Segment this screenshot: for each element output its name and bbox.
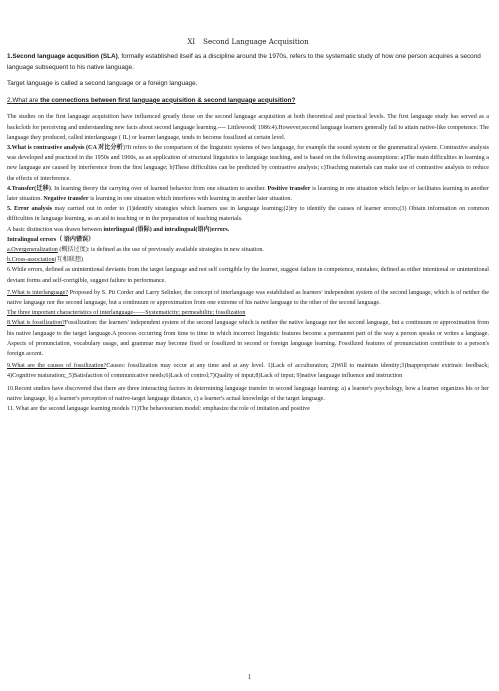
paragraph-7: 7.What is interlanguage? Proposed by S. Pit Corder and Larry Selinker, the concept of interlanguage was established as learners' independent system of the second language, which is of neither the native language nor the second language, but a continuum or approximation from one extreme of his native language to the other of the second language. (7, 289, 489, 307)
page-title (7, 38, 489, 46)
overgeneralization-item: a.Overgeneralization (概括过度): is defined as the use of previously available strategies in new situation. (7, 247, 264, 254)
paragraph-3: 3.What is contrastive analysis (CA 对比分析)?It refers to the comparison of the linguistic systems of two language, for example the sound system or the grammatical system. Contrastive analysis was developed and practiced in the 1950s and 1960s, as an application of structural linguistics to language teaching, and is based on the following assumptions: a)The main difficulties in learning a new language are caused by interference from the first language; b)These difficulties can be predicted by contrastive analysis; c)Teaching materials can make use of contrastive analysis to reduce the effects of interference. (7, 144, 490, 182)
paragraph-5: 5. Error analysis may carried out in order to (1)identify strategies which learners use in language learning;(2)try to identify the causes of learner errors;(3) Obtain information on common difficulties in language learning, as an aid to teaching or in the preparation of teaching materials. (7, 206, 489, 223)
paragraph-6: 6.While errors, defined as unintentional deviants from the target language and not self corrigible by the learner, suggest failure in competence, mistakes, defined as either intentional or unintentional deviant forms and self-corrigible, suggest failure in performance. (7, 267, 489, 284)
paragraph-5b: A basic distinction was drawn between interlingual (语际) and intralingual(语内)errors. (7, 226, 230, 233)
document-page (7, 38, 489, 414)
paragraph-1: 1.Second language acqusition (SLA), formally established itself as a discipline around the 1970s, refers to the systematic study of how one person acquires a second language subsequent to his native language. (7, 53, 481, 71)
page-number: 1 (247, 673, 252, 681)
paragraph-2-question: 2.What are the connections between first language acquisition & second language acquisition? (7, 96, 296, 104)
paragraph-1b: Target language is called a second language or a foreign language. (7, 80, 198, 88)
paragraph-9: 9.What are the causes of fossilization?Causes: fossilization may occur at any time and at any level. 1)Lack of acculturation; 2)Will to maintain identity;3)Inappropriate extrinsic feedback; 4)Cognitive maturation;_5)Satisfaction of communicative needs;6)Lack of control;7)Quality of input;8)Lack of input; 9)native language influence and instruction (7, 363, 489, 380)
paragraph-11: 11. What are the second language learning models ?1)The behaviourism model: emphasize the role of imitation and positive (7, 406, 310, 413)
intralingual-heading: Intralingual errors（ 语内错误） (7, 236, 95, 243)
chapter-number: XI (187, 38, 196, 46)
paragraph-4: 4.Transfer(迁移). In learning theory the carrying over of learned behavior from one situation to another. Positive transfer is learning in one situation which helps or facilitates learning in another later situation. Negative transfer is learning in one situation which interferes with learning in another later situation. (7, 185, 490, 202)
cross-association-item: b.Cross-association(互相联想) (7, 257, 83, 264)
paragraph-7b: The three important characteristics of interlanguage——Systematicity; permeability; fossilization (7, 310, 246, 317)
chapter-title: Second Language Acquisition (203, 38, 309, 46)
paragraph-10: 10.Recent studies have discovered that there are three interacting factors in determining language transfer in second language learning: a) a learner's psychology, how a learner organizes his or her native language, b) a learner's perception of native-target language distance, c) a learner's actual knowledge of the target language. (7, 385, 489, 402)
paragraph-2-body: The studies on the first language acquisition have influenced greatly those on the second language acquisition at both theoretical and practical levels. The first language study has served as a backcloth for perceiving and understanding new facts about second language learning.---- Littlewood( 1986:4).However,second language learners generally fail to attain native-like competence. The language they produced, called interlanguage ( IL) or learner language, tends to become fossilized at certain level. (7, 114, 489, 141)
paragraph-8: 8.What is fossilization?Fossilization: the learners' independent system of the second language which is neither the native language nor the second language, but a continuum or approximation from his native language to the target language.A process occurring from time to time in which incorrect linguistic features become a permanent part of the way a person speaks or writes a language. Aspects of pronunciation, vocabulary usage, and grammar may become fixed or fossilized in second or foreign language learning. Fossilized features of pronunciation contribute to a person's foreign accent. (7, 320, 489, 358)
